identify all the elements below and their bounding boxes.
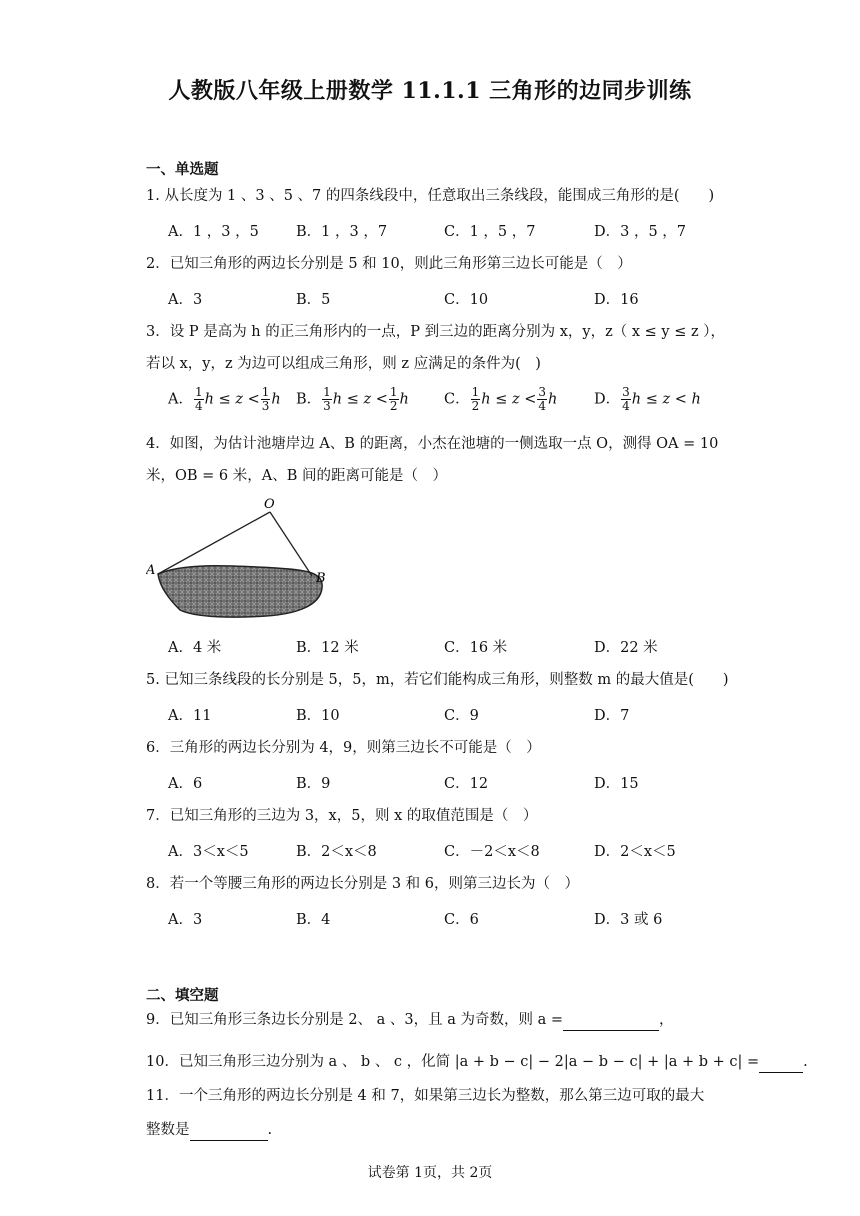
answer-blank-11[interactable]: [190, 1120, 268, 1141]
question-9-text: 9．已知三角形三条边长分别是 2、 a 、3，且 a 为奇数，则 a =: [146, 1012, 564, 1028]
question-11-line-2: [146, 1120, 726, 1141]
question-4-line-1: 4．如图，为估计池塘岸边 A、B 的距离，小杰在池塘的一侧选取一点 O，测得 OA = 10: [146, 436, 719, 452]
frac-den: 4: [194, 399, 203, 413]
q3-a-ineq: h ≤ z <: [204, 391, 260, 408]
question-9: [146, 1010, 726, 1031]
frac-num: 1: [194, 385, 203, 399]
question-10-tail: .: [803, 1054, 808, 1070]
q1-option-d: D．3 ，5 ，7: [594, 224, 687, 240]
q4-option-a: A．4 米: [168, 640, 222, 656]
q3-b-label: B．: [296, 391, 322, 408]
q6-option-d: D．15: [594, 776, 639, 792]
label-b: B: [316, 571, 326, 586]
q3-c-frac-low: [471, 386, 481, 413]
question-11-text: 整数是: [146, 1122, 190, 1138]
label-o: O: [264, 497, 275, 512]
question-11-tail: .: [267, 1122, 273, 1138]
q3-a-tail: h: [271, 391, 281, 408]
question-3-line-1: 3．设 P 是高为 h 的正三角形内的一点，P 到三边的距离分别为 x，y，z（ x ≤ y ≤ z ），: [146, 324, 725, 340]
page-title: 人教版八年级上册数学 11.1.1 三角形的边同步训练: [168, 78, 692, 104]
segment-oa: [158, 512, 270, 574]
frac-den: 2: [389, 399, 398, 413]
q2-option-d: D．16: [594, 292, 639, 308]
answer-blank-10[interactable]: [759, 1052, 803, 1073]
q6-option-b: B．9: [296, 776, 331, 792]
frac-num: 3: [622, 385, 630, 399]
frac-den: 4: [622, 399, 630, 413]
q3-b-frac-low: [322, 386, 332, 413]
q3-c-ineq: h ≤ z <: [481, 391, 537, 408]
frac-num: 1: [389, 385, 398, 399]
section-heading-fill-in: 二、填空题: [146, 987, 219, 1004]
answer-blank-9[interactable]: [563, 1010, 659, 1031]
q6-option-c: C．12: [444, 776, 489, 792]
q8-option-c: C．6: [444, 912, 479, 928]
q4-option-d: D．22 米: [594, 640, 658, 656]
question-5-text: 5. 已知三条线段的长分别是 5，5，m，若它们能构成三角形，则整数 m 的最大值是( ): [146, 672, 729, 688]
q3-b-frac-high: [389, 386, 399, 413]
q8-option-d: D．3 或 6: [594, 912, 663, 928]
q3-a-frac-low: [194, 386, 204, 413]
q3-option-b: [296, 386, 409, 413]
frac-den: 2: [471, 399, 480, 413]
q5-option-b: B．10: [296, 708, 340, 724]
question-10-text: 10．已知三角形三边分别为 a 、 b 、 c ，化简 |a + b − c| − 2|a − b − c| + |a + b + c| =: [146, 1054, 760, 1070]
q5-option-a: A．11: [168, 708, 212, 724]
question-7-text: 7．已知三角形的三边为 3，x，5，则 x 的取值范围是（ ）: [146, 808, 538, 824]
question-11-line-1: 11．一个三角形的两边长分别是 4 和 7，如果第三边长为整数，那么第三边可取的最大: [146, 1088, 705, 1104]
pond-figure: [146, 496, 346, 626]
label-a: A: [146, 563, 156, 578]
q2-option-a: A．3: [168, 292, 203, 308]
question-2-text: 2．已知三角形的两边长分别是 5 和 10，则此三角形第三边长可能是（ ）: [146, 256, 632, 272]
q7-option-c: C．－2＜x＜8: [444, 844, 540, 860]
q8-option-a: A．3: [168, 912, 203, 928]
question-4-line-2: 米，OB = 6 米，A、B 间的距离可能是（ ）: [146, 468, 447, 484]
q4-option-b: B．12 米: [296, 640, 359, 656]
q3-c-tail: h: [548, 391, 558, 408]
q6-option-a: A．6: [168, 776, 203, 792]
question-8-text: 8．若一个等腰三角形的两边长分别是 3 和 6，则第三边长为（ ）: [146, 876, 580, 892]
question-3-line-2: 若以 x，y，z 为边可以组成三角形，则 z 应满足的条件为( ): [146, 356, 541, 372]
frac-num: 1: [323, 385, 331, 399]
section-heading-single-choice: 一、单选题: [146, 161, 219, 178]
q1-option-b: B．1 ，3 ，7: [296, 224, 388, 240]
page-footer: 试卷第 1页，共 2页: [367, 1165, 493, 1181]
q3-d-frac: [621, 386, 631, 413]
q3-option-a: [168, 386, 281, 413]
q1-option-a: A．1 ，3 ，5: [168, 224, 259, 240]
q5-option-c: C．9: [444, 708, 479, 724]
q1-option-c: C．1 ，5 ，7: [444, 224, 536, 240]
question-6-text: 6．三角形的两边长分别为 4，9，则第三边长不可能是（ ）: [146, 740, 541, 756]
frac-den: 3: [261, 399, 270, 413]
q7-option-d: D．2＜x＜5: [594, 844, 676, 860]
q3-a-frac-high: [261, 386, 271, 413]
question-9-tail: ，: [659, 1012, 674, 1028]
q7-option-b: B．2＜x＜8: [296, 844, 377, 860]
q3-b-tail: h: [399, 391, 409, 408]
q2-option-b: B．5: [296, 292, 331, 308]
q3-d-ineq: h ≤ z < h: [631, 391, 701, 408]
q3-b-ineq: h ≤ z <: [332, 391, 388, 408]
q3-c-label: C．: [444, 391, 470, 408]
q4-option-c: C．16 米: [444, 640, 508, 656]
q3-a-label: A．: [168, 391, 193, 408]
frac-num: 1: [471, 385, 480, 399]
q3-option-d: [594, 386, 701, 413]
segment-ob: [270, 512, 312, 576]
pond-shape: [158, 566, 322, 617]
frac-num: 1: [261, 385, 270, 399]
q5-option-d: D．7: [594, 708, 630, 724]
frac-num: 3: [538, 385, 546, 399]
q8-option-b: B．4: [296, 912, 331, 928]
q3-c-frac-high: [537, 386, 547, 413]
q7-option-a: A．3＜x＜5: [168, 844, 249, 860]
frac-den: 3: [323, 399, 331, 413]
question-1-text: 1. 从长度为 1 、3 、5 、7 的四条线段中，任意取出三条线段，能围成三角形的是( ): [146, 188, 715, 204]
q3-option-c: [444, 386, 557, 413]
q2-option-c: C．10: [444, 292, 489, 308]
frac-den: 4: [538, 399, 546, 413]
question-10: [146, 1052, 808, 1073]
q3-d-label: D．: [594, 391, 621, 408]
